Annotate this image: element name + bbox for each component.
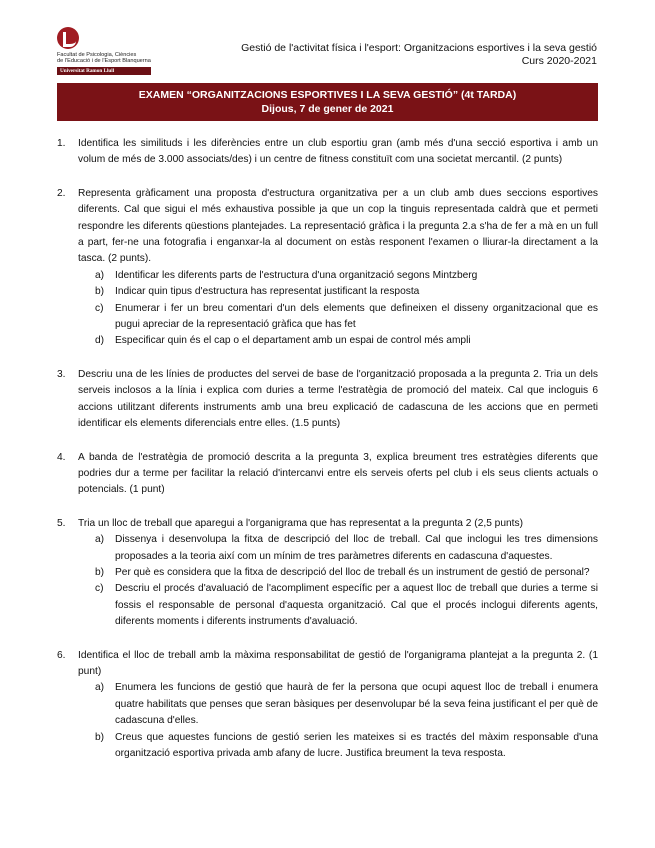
- question-text: A banda de l'estratègia de promoció descrita a la pregunta 3, explica breument tres estratègies diferents que podries dur a terme per facilitar la relació d'intercanvi entre els serveis oferts pel club i els seus clients actuals o potencials. (1 punt): [78, 451, 598, 496]
- sub-question-text: Identificar les diferents parts de l'estructura d'una organització segons Mintzberg: [115, 269, 478, 281]
- sub-question: [78, 268, 598, 284]
- sub-question-text: Enumera les funcions de gestió que haurà de fer la persona que ocupi aquest lloc de treball i enumera quatre habilitats que penses que seran bàsiques per desenvolupar bé la seva feina justificant el per què de cadascuna d'elles.: [115, 682, 598, 727]
- sub-question-letter: c): [95, 302, 104, 314]
- sub-question-text: Especificar quin és el cap o el departament amb un espai de control més ampli: [115, 335, 471, 347]
- question-text: Identifica les similituds i les diferències entre un club esportiu gran (amb més d'una secció esportiva i amb un volum de més de 3.000 associats/des) i un centre de fitness constituït com una societat mercantil. (2 punts): [78, 138, 598, 166]
- question-body: [78, 516, 598, 631]
- question-4: [57, 450, 598, 499]
- question-body: [78, 450, 598, 499]
- sub-question: [78, 301, 598, 334]
- questions-list: [57, 136, 598, 779]
- sub-question-text: Indicar quin tipus d'estructura has representat justificant la resposta: [115, 286, 420, 298]
- course-year: Curs 2020-2021: [521, 55, 597, 67]
- blanquerna-logo-icon: [57, 27, 79, 49]
- exam-banner: [57, 83, 598, 121]
- sub-question-letter: b): [95, 566, 105, 578]
- exam-title: EXAMEN “ORGANITZACIONS ESPORTIVES I LA SEVA GESTIÓ” (4t TARDA): [138, 89, 517, 101]
- question-body: [78, 648, 598, 763]
- question-text: Identifica el lloc de treball amb la màxima responsabilitat de gestió de l'organigrama plantejat a la pregunta 2. (1 punt): [78, 649, 598, 677]
- sub-question: [78, 730, 598, 763]
- question-number: 2.: [57, 187, 66, 199]
- sub-question-letter: a): [95, 269, 105, 281]
- sub-question-text: Dissenya i desenvolupa la fitxa de descripció del lloc de treball. Cal que inclogui les tres dimensions proposades a la teoria així com un mínim de tres paràmetres diferents en cadascuna d'aquestes.: [115, 534, 598, 562]
- sub-question-letter: d): [95, 335, 105, 347]
- course-title: Gestió de l'activitat física i l'esport: Organitzacions esportives i la seva gestió: [241, 42, 597, 54]
- sub-question: [78, 565, 598, 581]
- university-name: Universitat Ramon Llull: [57, 67, 151, 75]
- sub-question-letter: b): [95, 731, 105, 743]
- sub-question: [78, 680, 598, 729]
- question-1: [57, 136, 598, 169]
- sub-question-letter: a): [95, 534, 105, 546]
- question-number: 4.: [57, 451, 66, 463]
- sub-question-letter: a): [95, 682, 105, 694]
- question-number: 6.: [57, 649, 66, 661]
- question-text: Descriu una de les línies de productes del servei de base de l'organització proposada a la pregunta 2. Tria un dels serveis inclosos a la línia i explica com duries a terme l'estratègia de promoció del mateix. Cal que incloguis 6 accions utilitzant diferents instruments amb una breu explicació de cadascuna de les accions que en permeti identificar els elements diferencials entre elles. (1.5 punts): [78, 368, 598, 430]
- sub-question-text: Enumerar i fer un breu comentari d'un dels elements que defineixen el disseny organitzacional que es pugui apreciar de la representació gràfica que has fet: [115, 302, 598, 331]
- question-text: Representa gràficament una proposta d'estructura organitzativa per a un club amb dues seccions esportives diferents. Cal que sigui el més exhaustiva possible ja que un cop la tinguis representada caldrà que et permeti respondre les diferents qüestions plantejades. La representació gràfica i la pregunta 2.a s'ha de fer a mà en un full a part, fer-ne una fotografia i enganxar-la al document on estàs responent l'examen o lliurar-la directament a la tasca. (2 punts).: [78, 187, 598, 265]
- sub-question-text: Per què es considera que la fitxa de descripció del lloc de treball és un instrument de gestió de personal?: [115, 566, 590, 578]
- sub-question: [78, 532, 598, 565]
- sub-question-text: Creus que aquestes funcions de gestió serien les mateixes si es tractés del màxim responsable d'una organització esportiva privada amb afany de lucre. Justifica breument la teva resposta.: [115, 731, 598, 759]
- question-body: [78, 186, 598, 350]
- faculty-name: Facultat de Psicologia, Ciències de l'Educació i de l'Esport Blanquerna: [57, 52, 151, 65]
- question-number: 5.: [57, 517, 66, 529]
- faculty-logo: [57, 27, 157, 75]
- question-number: 1.: [57, 138, 66, 149]
- sub-question: [78, 333, 598, 349]
- exam-date: Dijous, 7 de gener de 2021: [261, 103, 394, 115]
- sub-question-letter: c): [95, 583, 104, 595]
- question-3: [57, 367, 598, 433]
- sub-question: [78, 581, 598, 630]
- question-2: [57, 186, 598, 350]
- question-5: [57, 516, 598, 631]
- sub-question: [78, 284, 598, 300]
- question-6: [57, 648, 598, 763]
- page-header: [241, 42, 597, 68]
- sub-question-letter: b): [95, 286, 105, 298]
- question-body: [78, 136, 598, 169]
- question-text: Tria un lloc de treball que aparegui a l'organigrama que has representat a la pregunta 2 (2,5 punts): [78, 517, 524, 529]
- question-body: [78, 367, 598, 433]
- sub-question-text: Descriu el procés d'avaluació de l'acompliment específic per a aquest lloc de treball que duries a terme si fossis el responsable de personal d'aquesta organització. Cal que el procés inclogui diferents agents, diferents moments i diferents instruments d'avaluació.: [115, 583, 598, 628]
- question-number: 3.: [57, 368, 66, 380]
